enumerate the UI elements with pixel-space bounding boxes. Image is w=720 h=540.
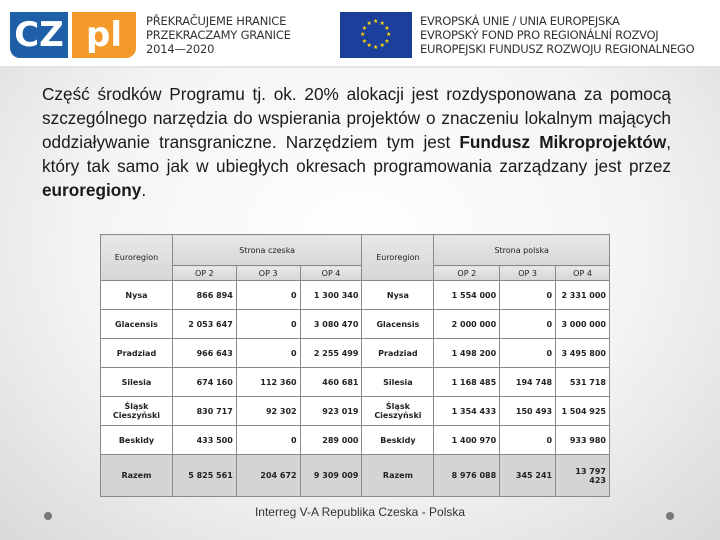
amount-cell: 0 <box>236 339 300 368</box>
table-row <box>101 281 610 310</box>
amount-cell: 8 976 088 <box>434 455 500 497</box>
amount-cell: 2 255 499 <box>300 339 362 368</box>
amount-cell: 5 825 561 <box>172 455 236 497</box>
region-cell: Pradziad <box>362 339 434 368</box>
region-cell: Silesia <box>101 368 173 397</box>
star-icon: ★ <box>360 32 366 38</box>
program-slogan <box>146 14 291 56</box>
table-row <box>101 426 610 455</box>
table-row <box>101 397 610 426</box>
region-cell: Razem <box>362 455 434 497</box>
amount-cell: 112 360 <box>236 368 300 397</box>
eu-line: EVROPSKÝ FOND PRO REGIONÁLNÍ ROZVOJ <box>420 28 659 42</box>
region-cell: Śląsk Cieszyński <box>362 397 434 426</box>
region-cell: Glacensis <box>101 310 173 339</box>
star-icon: ★ <box>379 20 385 27</box>
star-icon: ★ <box>361 38 368 45</box>
region-cell: Razem <box>101 455 173 497</box>
eu-fund-text <box>420 14 694 56</box>
region-cell: Pradziad <box>101 339 173 368</box>
amount-cell: 3 080 470 <box>300 310 362 339</box>
amount-cell: 0 <box>236 310 300 339</box>
table-row <box>101 455 610 497</box>
amount-cell: 0 <box>500 281 556 310</box>
amount-cell: 0 <box>236 281 300 310</box>
amount-cell: 933 980 <box>556 426 610 455</box>
star-icon: ★ <box>373 19 379 25</box>
amount-cell: 1 300 340 <box>300 281 362 310</box>
amount-cell: 289 000 <box>300 426 362 455</box>
highlight-euroregions: euroregiony <box>42 180 142 200</box>
amount-cell: 866 894 <box>172 281 236 310</box>
amount-cell: 0 <box>500 426 556 455</box>
eu-flag-icon <box>340 12 412 58</box>
slogan-line: PŘEKRAČUJEME HRANICE <box>146 14 287 28</box>
table-row <box>101 368 610 397</box>
amount-cell: 194 748 <box>500 368 556 397</box>
star-icon: ★ <box>384 38 390 45</box>
amount-cell: 531 718 <box>556 368 610 397</box>
footer-text: Interreg V-A Republika Czeska - Polska <box>254 505 466 519</box>
amount-cell: 3 495 800 <box>556 339 610 368</box>
region-cell: Glacensis <box>362 310 434 339</box>
pl-logo: pl <box>72 12 136 58</box>
star-icon: ★ <box>384 25 390 32</box>
amount-cell: 1 354 433 <box>434 397 500 426</box>
region-cell: Beskidy <box>101 426 173 455</box>
allocation-table <box>100 234 610 497</box>
table-row <box>101 310 610 339</box>
table-row <box>101 339 610 368</box>
amount-cell: 9 309 009 <box>300 455 362 497</box>
col-op: OP 4 <box>556 266 610 281</box>
amount-cell: 830 717 <box>172 397 236 426</box>
star-icon: ★ <box>366 43 372 50</box>
region-cell: Nysa <box>101 281 173 310</box>
amount-cell: 13 797 423 <box>556 455 610 497</box>
amount-cell: 0 <box>500 339 556 368</box>
slogan-line: PRZEKRACZAMY GRANICE <box>146 28 291 42</box>
text-part: . <box>141 180 147 200</box>
amount-cell: 923 019 <box>300 397 362 426</box>
region-cell: Beskidy <box>362 426 434 455</box>
bullet-dot <box>44 512 52 520</box>
region-cell: Nysa <box>362 281 434 310</box>
amount-cell: 1 168 485 <box>434 368 500 397</box>
region-cell: Śląsk Cieszyński <box>101 397 173 426</box>
amount-cell: 674 160 <box>172 368 236 397</box>
slogan-line: 2014—2020 <box>146 42 215 56</box>
col-cz-side: Strona czeska <box>172 235 362 266</box>
body-paragraph <box>42 82 671 202</box>
col-pl-side: Strona polska <box>434 235 610 266</box>
col-euroregion: Euroregion <box>101 235 173 281</box>
amount-cell: 2 331 000 <box>556 281 610 310</box>
col-op: OP 2 <box>172 266 236 281</box>
amount-cell: 433 500 <box>172 426 236 455</box>
star-icon: ★ <box>361 25 368 32</box>
amount-cell: 2 000 000 <box>434 310 500 339</box>
eu-line: EUROPEJSKI FUNDUSZ ROZWOJU REGIONALNEGO <box>420 42 695 56</box>
bullet-dot <box>666 512 674 520</box>
col-op: OP 3 <box>236 266 300 281</box>
col-op: OP 2 <box>434 266 500 281</box>
amount-cell: 0 <box>236 426 300 455</box>
col-op: OP 4 <box>300 266 362 281</box>
amount-cell: 204 672 <box>236 455 300 497</box>
star-icon: ★ <box>373 45 379 51</box>
amount-cell: 1 504 925 <box>556 397 610 426</box>
amount-cell: 1 554 000 <box>434 281 500 310</box>
amount-cell: 1 400 970 <box>434 426 500 455</box>
text-part: Część środków Programu tj. ok. 20% alokacji jest rozdysponowana za pomocą szczególnego narzędzia do wspierania projektów o znaczeniu lokalnym mających oddziaływanie transgraniczne. Narzędziem tym jest <box>42 84 671 152</box>
header-banner <box>0 0 720 68</box>
eu-line: EVROPSKÁ UNIE / UNIA EUROPEJSKA <box>420 14 620 28</box>
region-cell: Silesia <box>362 368 434 397</box>
amount-cell: 1 498 200 <box>434 339 500 368</box>
amount-cell: 460 681 <box>300 368 362 397</box>
cz-logo: CZ <box>10 12 68 58</box>
amount-cell: 92 302 <box>236 397 300 426</box>
star-icon: ★ <box>379 43 385 50</box>
star-icon: ★ <box>386 32 392 38</box>
amount-cell: 3 000 000 <box>556 310 610 339</box>
col-euroregion: Euroregion <box>362 235 434 281</box>
text-part: , który tak samo jak w ubiegłych okresach programowania zarządzany jest przez <box>42 132 672 176</box>
amount-cell: 2 053 647 <box>172 310 236 339</box>
amount-cell: 345 241 <box>500 455 556 497</box>
amount-cell: 0 <box>500 310 556 339</box>
amount-cell: 966 643 <box>172 339 236 368</box>
star-icon: ★ <box>366 20 372 27</box>
col-op: OP 3 <box>500 266 556 281</box>
highlight-fund: Fundusz Mikroprojektów <box>459 132 667 152</box>
amount-cell: 150 493 <box>500 397 556 426</box>
